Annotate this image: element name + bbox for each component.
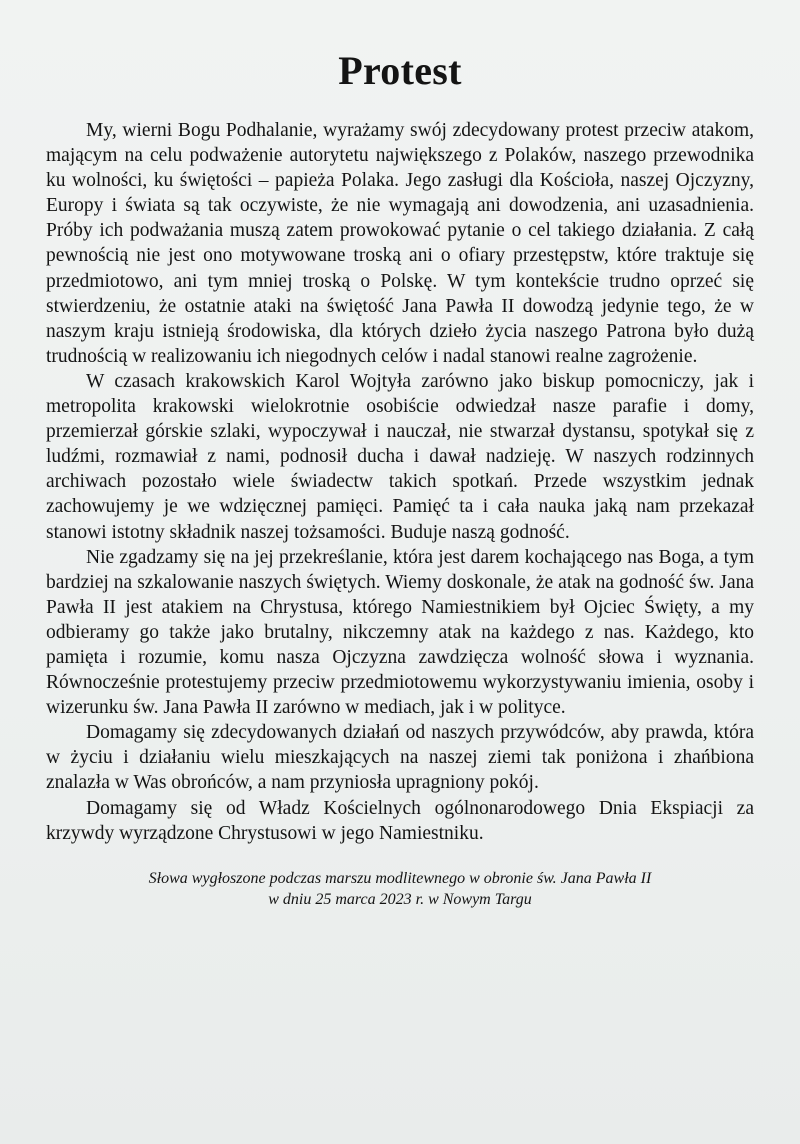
paragraph-1: My, wierni Bogu Podhalanie, wyrażamy swój zdecydowany protest przeciw atakom, mającym na celu podważenie autorytetu największego z Polaków, naszego przewodnika ku wolności, ku świętości – papieża Polaka. Jego zasługi dla Kościoła, naszej Ojczyzny, Europy i świata są tak oczywiste, że nie wymagają ani dowodzenia, ani uzasadnienia. Próby ich podważania muszą zatem prowokować pytanie o cel takiego działania. Z całą pewnością nie jest ono motywowane troską ani o ofiary przestępstw, które traktuje się przedmiotowo, ani tym mniej troską o Polskę. W tym kontekście trudno oprzeć się stwierdzeniu, że ostatnie ataki na świętość Jana Pawła II dowodzą jedynie tego, że w naszym kraju istnieją środowiska, dla których dzieło życia naszego Patrona było dużą trudnością w realizowaniu ich niegodnych celów i nadal stanowi realne zagrożenie.: [46, 120, 754, 367]
paragraph-3: Nie zgadzamy się na jej przekreślanie, która jest darem kochającego nas Boga, a tym bardziej na szkalowanie naszych świętych. Wiemy doskonale, że atak na godność św. Jana Pawła II jest atakiem na Chrystusa, którego Namiestnikiem był Ojciec Święty, a my odbieramy go także jako brutalny, nikczemny atak na każdego z nas. Każdego, kto pamięta i rozumie, komu nasza Ojczyzna zawdzięcza wolność słowa i wyznania. Równocześnie protestujemy przeciw przedmiotowemu wykorzystywaniu imienia, osoby i wizerunku św. Jana Pawła II zarówno w mediach, jak i w polityce.: [46, 546, 754, 719]
caption-line-2: w dniu 25 marca 2023 r. w Nowym Targu: [268, 890, 532, 908]
paragraph-5: Domagamy się od Władz Kościelnych ogólnonarodowego Dnia Ekspiacji za krzywdy wyrządzone Chrystusowi w jego Namiestniku.: [46, 797, 754, 844]
caption-line-1: Słowa wygłoszone podczas marszu modlitewnego w obronie św. Jana Pawła II: [148, 869, 652, 887]
document-body: [46, 118, 754, 846]
paragraph-4: Domagamy się zdecydowanych działań od naszych przywódców, aby prawda, która w życiu i działaniu wielu mieszkających na naszej ziemi tak poniżona i zhańbiona znalazła w Was obrońców, a nam przyniosła upragniony pokój.: [46, 722, 754, 794]
paragraph-2: W czasach krakowskich Karol Wojtyła zarówno jako biskup pomocniczy, jak i metropolita krakowski wielokrotnie osobiście odwiedzał nasze parafie i domy, przemierzał górskie szlaki, wypoczywał i nauczał, nie stwarzał dystansu, spotykał się z ludźmi, rozmawiał z nami, podnosił ducha i dawał nadzieję. W naszych rodzinnych archiwach pozostało wiele świadectw takich spotkań. Przede wszystkim jednak zachowujemy je we wdzięcznej pamięci. Pamięć ta i cała nauka jaką nam przekazał stanowi istotny składnik naszej tożsamości. Buduje naszą godność.: [46, 370, 754, 543]
document-caption: [46, 868, 754, 910]
document-title: Protest: [338, 48, 462, 93]
